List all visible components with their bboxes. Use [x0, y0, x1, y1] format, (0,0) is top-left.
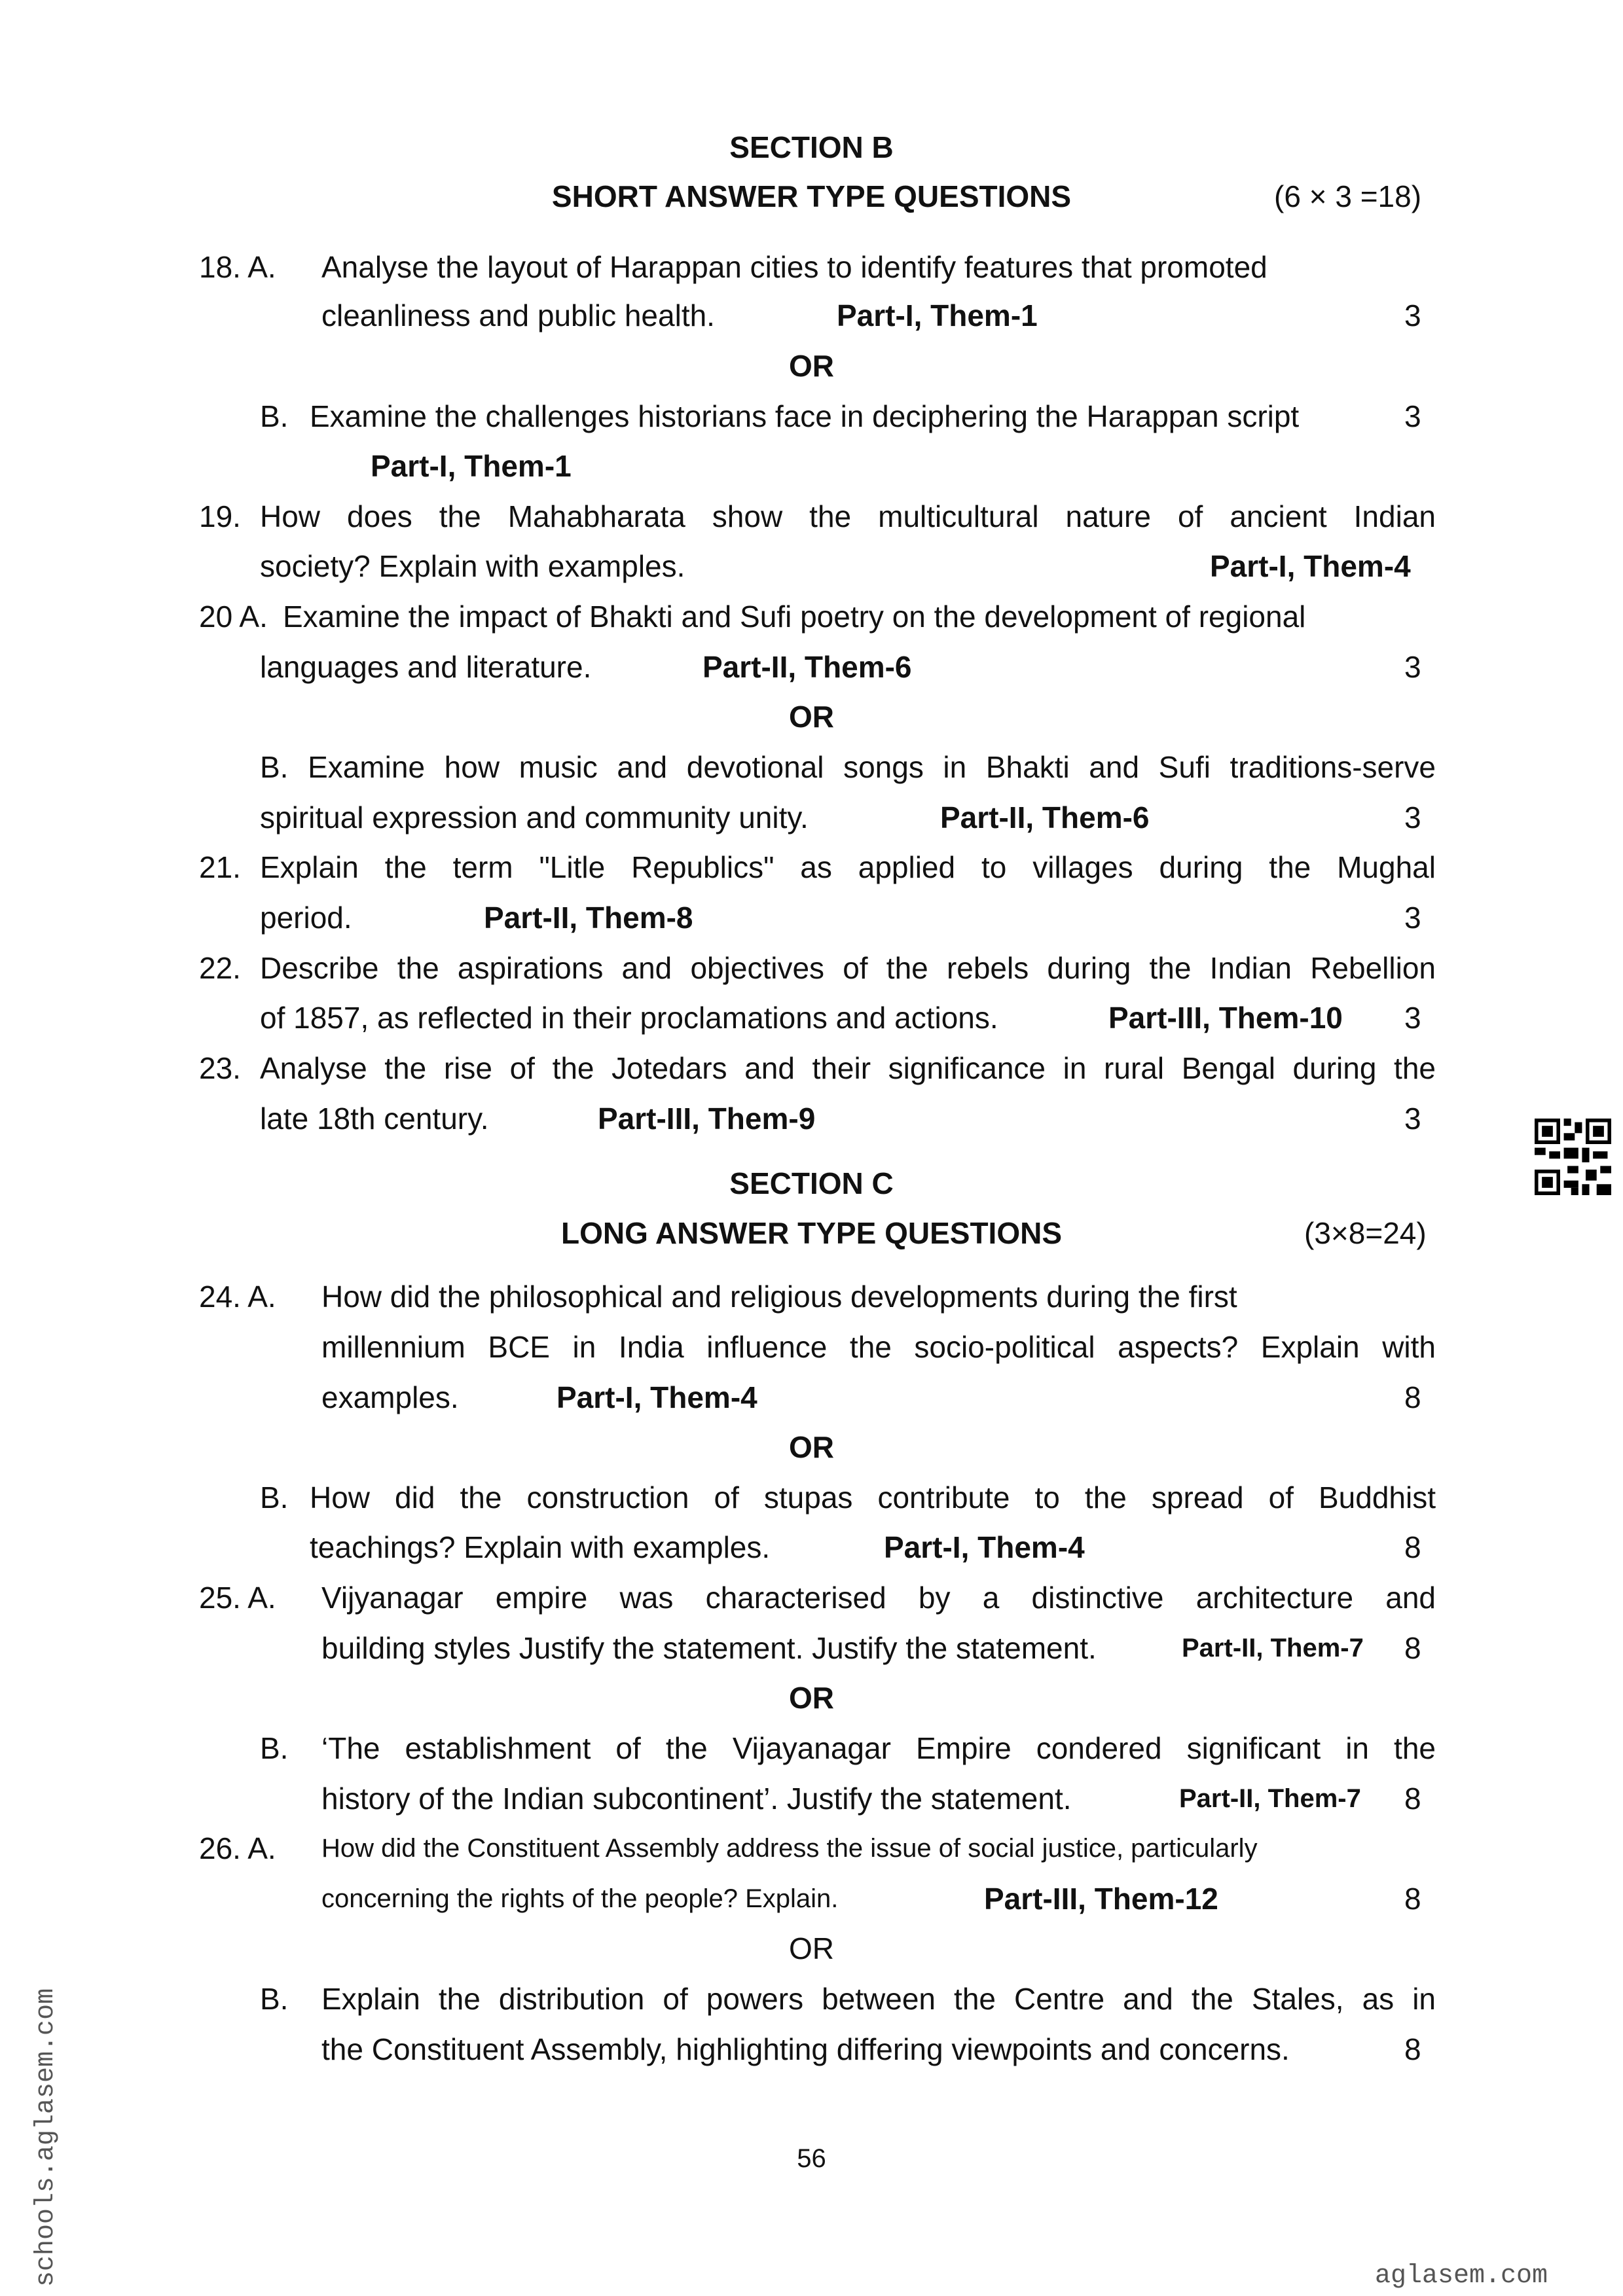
q21-number: 21.: [199, 850, 241, 884]
or-divider: OR: [789, 1430, 834, 1464]
q20-number: 20 A.: [199, 600, 268, 634]
q25-number: 25. A.: [199, 1581, 276, 1615]
q20-b-tag: Part-II, Them-6: [940, 800, 1150, 834]
q18-number: 18. A.: [199, 250, 276, 284]
q20-a-tag: Part-II, Them-6: [702, 650, 912, 684]
q19-text: society? Explain with examples.: [260, 549, 685, 583]
q25-a-tag: Part-II, Them-7: [1182, 1634, 1364, 1662]
q26-a-tag: Part-III, Them-12: [984, 1882, 1218, 1916]
q18-a-tag: Part-I, Them-1: [837, 298, 1038, 332]
q24-number: 24. A.: [199, 1280, 276, 1314]
q22-marks: 3: [1404, 1001, 1421, 1035]
q22-tag: Part-III, Them-10: [1108, 1001, 1343, 1035]
q25-b-label: B.: [260, 1731, 289, 1765]
q19-tag: Part-I, Them-4: [1210, 549, 1411, 583]
q26-b-text: Explain the distribution of powers between the Centre and the Stales, as in: [321, 1982, 1436, 2016]
q23-number: 23.: [199, 1051, 241, 1085]
q18-b-tag: Part-I, Them-1: [371, 449, 572, 483]
q21-text: Explain the term "Litle Republics" as applied to villages during the Mughal: [260, 850, 1436, 884]
section-c-title: SECTION C: [729, 1166, 894, 1200]
q20-a-text: Examine the impact of Bhakti and Sufi poetry on the development of regional: [283, 600, 1306, 634]
q20-b-marks: 3: [1404, 800, 1421, 834]
q23-tag: Part-III, Them-9: [598, 1102, 816, 1136]
q26-a-text: How did the Constituent Assembly address the issue of social justice, particularly: [321, 1834, 1258, 1863]
q18-b-text: Examine the challenges historians face in deciphering the Harappan script: [310, 399, 1300, 433]
q25-a-text: Vijyanagar empire was characterised by a distinctive architecture and: [321, 1581, 1436, 1615]
q25-a-marks: 8: [1404, 1631, 1421, 1665]
q24-a-tag: Part-I, Them-4: [556, 1380, 757, 1414]
q24-a-marks: 8: [1404, 1380, 1421, 1414]
q25-b-tag: Part-II, Them-7: [1179, 1784, 1361, 1813]
q18-b-marks: 3: [1404, 399, 1421, 433]
q24-a-text: millennium BCE in India influence the socio-political aspects? Explain with: [321, 1330, 1436, 1364]
q22-text: of 1857, as reflected in their proclamations and actions.: [260, 1001, 998, 1035]
q26-number: 26. A.: [199, 1831, 276, 1865]
q24-a-text: examples.: [321, 1380, 459, 1414]
q26-b-text: the Constituent Assembly, highlighting differing viewpoints and concerns.: [321, 2032, 1290, 2066]
q26-b-label: B.: [260, 1982, 289, 2016]
q26-b-marks: 8: [1404, 2032, 1421, 2066]
section-b-subtitle: SHORT ANSWER TYPE QUESTIONS: [551, 179, 1072, 213]
corner-watermark: aglasem.com: [1375, 2261, 1548, 2291]
q25-a-text: building styles Justify the statement. Justify the statement.: [321, 1631, 1097, 1665]
q23-text: Analyse the rise of the Jotedars and their significance in rural Bengal during the: [260, 1051, 1436, 1085]
q18-a-marks: 3: [1404, 298, 1421, 332]
q23-marks: 3: [1404, 1102, 1421, 1136]
q26-a-marks: 8: [1404, 1882, 1421, 1916]
q24-b-tag: Part-I, Them-4: [884, 1530, 1085, 1564]
q25-b-marks: 8: [1404, 1782, 1421, 1816]
or-divider: OR: [789, 1681, 834, 1715]
q18-a-text: Analyse the layout of Harappan cities to identify features that promoted: [321, 250, 1267, 284]
q24-b-text: teachings? Explain with examples.: [310, 1530, 771, 1564]
q21-text: period.: [260, 901, 352, 935]
side-watermark: schools.aglasem.com: [31, 1988, 61, 2287]
q23-text: late 18th century.: [260, 1102, 489, 1136]
q26-a-text: concerning the rights of the people? Explain.: [321, 1884, 839, 1913]
page-number: 56: [797, 2144, 826, 2173]
q25-b-text: ‘The establishment of the Vijayanagar Empire condered significant in the: [321, 1731, 1436, 1765]
q22-number: 22.: [199, 951, 241, 985]
q20-a-text: languages and literature.: [260, 650, 592, 684]
q20-b-text: B. Examine how music and devotional songs in Bhakti and Sufi traditions-serve: [260, 750, 1436, 784]
section-c-marks: (3×8=24): [1304, 1216, 1427, 1250]
q20-a-marks: 3: [1404, 650, 1421, 684]
q18-a-text: cleanliness and public health.: [321, 298, 715, 332]
q24-a-text: How did the philosophical and religious developments during the first: [321, 1280, 1237, 1314]
section-c-subtitle: LONG ANSWER TYPE QUESTIONS: [560, 1216, 1063, 1250]
q19-text: How does the Mahabharata show the multicultural nature of ancient Indian: [260, 499, 1436, 533]
q25-b-text: history of the Indian subcontinent’. Justify the statement.: [321, 1782, 1072, 1816]
q24-b-marks: 8: [1404, 1530, 1421, 1564]
section-b-title: SECTION B: [729, 130, 894, 164]
or-divider: OR: [789, 1931, 834, 1965]
q21-tag: Part-II, Them-8: [484, 901, 693, 935]
q18-b-label: B.: [260, 399, 289, 433]
q19-number: 19.: [199, 499, 241, 533]
or-divider: OR: [789, 349, 834, 383]
q24-b-text: How did the construction of stupas contribute to the spread of Buddhist: [310, 1480, 1436, 1515]
or-divider: OR: [789, 700, 834, 734]
q21-marks: 3: [1404, 901, 1421, 935]
q24-b-label: B.: [260, 1480, 289, 1515]
q20-b-text: spiritual expression and community unity.: [260, 800, 809, 834]
q22-text: Describe the aspirations and objectives of the rebels during the Indian Rebellion: [260, 951, 1436, 985]
section-b-marks: (6 × 3 =18): [1274, 179, 1422, 213]
